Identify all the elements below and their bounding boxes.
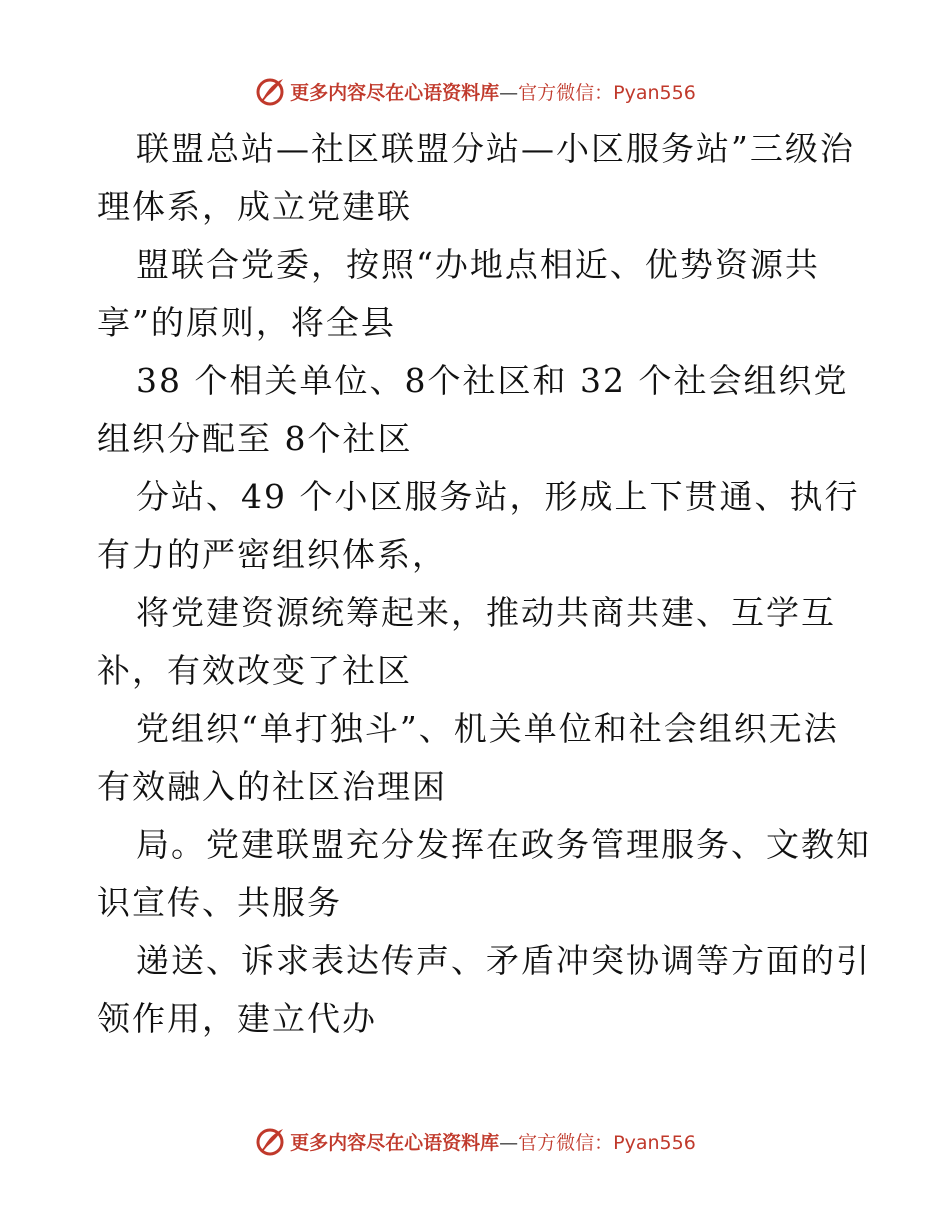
- paragraph-line: 识宣传、共服务: [97, 883, 342, 922]
- watermark-separator: —: [499, 81, 519, 104]
- paragraph-line: 联盟总站—社区联盟分站—小区服务站”三级治: [136, 129, 855, 168]
- watermark-text: [290, 78, 696, 105]
- paragraph: [97, 120, 857, 236]
- paragraph: [97, 816, 871, 932]
- watermark-tail: 官方微信：Pyan556: [518, 81, 696, 104]
- paragraph-line: 领作用，建立代办: [97, 999, 377, 1038]
- paragraph-line: 有力的严密组织体系，: [97, 535, 447, 574]
- paragraph: [97, 700, 857, 816]
- paragraph-line: 有效融入的社区治理困: [97, 767, 447, 806]
- paragraph: [97, 584, 857, 700]
- footer-watermark: [0, 1121, 950, 1161]
- paragraph-line: 盟联合党委，按照“办地点相近、优势资源共: [136, 245, 820, 284]
- watermark-prefix: 更多内容尽在心语资料库: [290, 81, 500, 104]
- watermark-tail: 官方微信：Pyan556: [518, 1131, 696, 1154]
- feather-logo-icon: [254, 75, 286, 107]
- watermark-prefix: 更多内容尽在心语资料库: [290, 1131, 500, 1154]
- paragraph-line: 补，有效改变了社区: [97, 651, 412, 690]
- header-watermark: [0, 71, 950, 111]
- paragraph-line: 党组织“单打独斗”、机关单位和社会组织无法: [136, 709, 839, 748]
- paragraph: [97, 236, 857, 352]
- watermark-text: [290, 1128, 696, 1155]
- paragraph-line: 38 个相关单位、8个社区和 32 个社会组织党: [136, 361, 849, 400]
- feather-logo-icon: [254, 1125, 286, 1157]
- watermark-separator: —: [499, 1131, 519, 1154]
- paragraph-line: 局。党建联盟充分发挥在政务管理服务、文教知: [136, 825, 871, 864]
- paragraph-line: 组织分配至 8个社区: [97, 419, 413, 458]
- paragraph-line: 递送、诉求表达传声、矛盾冲突协调等方面的引: [136, 941, 871, 980]
- document-body: [97, 120, 871, 1048]
- paragraph-line: 理体系，成立党建联: [97, 187, 412, 226]
- paragraph-line: 分站、49 个小区服务站，形成上下贯通、执行: [136, 477, 860, 516]
- paragraph-line: 将党建资源统筹起来，推动共商共建、互学互: [136, 593, 836, 632]
- paragraph: [97, 932, 871, 1048]
- paragraph: [97, 468, 860, 584]
- paragraph: [97, 352, 857, 468]
- paragraph-line: 享”的原则，将全县: [97, 303, 396, 342]
